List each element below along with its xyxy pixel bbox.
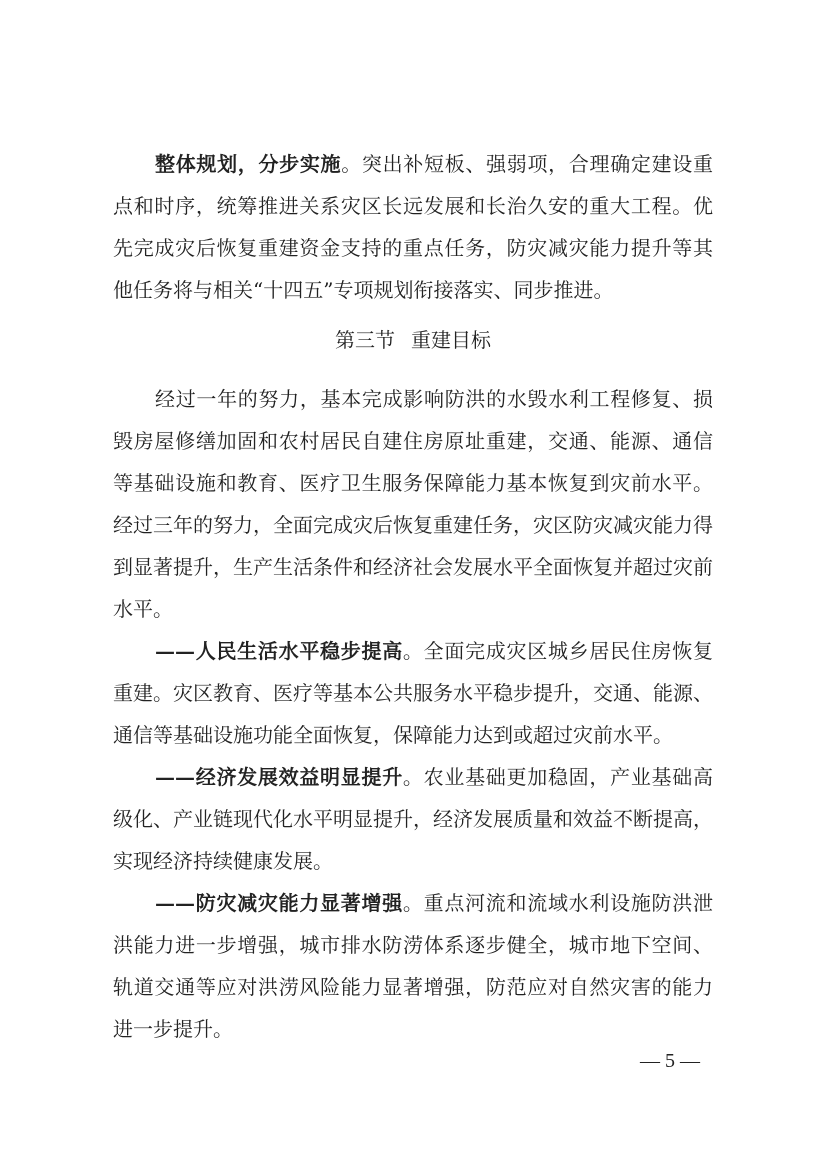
text-line xyxy=(113,882,713,924)
body-text: 洪能力进一步增强，城市排水防涝体系逐步健全，城市地下空间、 xyxy=(113,933,713,957)
paragraph xyxy=(113,756,713,882)
body-text: 先完成灾后恢复重建资金支持的重点任务，防灾减灾能力提升等其 xyxy=(113,236,713,260)
text-line xyxy=(113,924,713,966)
body-text: 点和时序，统筹推进关系灾区长远发展和长治久安的重大工程。优 xyxy=(113,194,713,218)
text-line xyxy=(113,143,713,185)
body-text: 等基础设施和教育、医疗卫生服务保障能力基本恢复到灾前水平。 xyxy=(113,471,713,495)
section-heading-number: 第三节 xyxy=(335,328,395,352)
body-text: 。重点河流和流域水利设施防洪泄 xyxy=(402,891,714,915)
body-text: 毁房屋修缮加固和农村居民自建住房原址重建，交通、能源、通信 xyxy=(113,429,713,453)
text-line xyxy=(113,1008,713,1050)
bold-lead-text: ——人民生活水平稳步提高 xyxy=(155,639,403,663)
paragraph xyxy=(113,143,713,311)
body-text: 实现经济持续健康发展。 xyxy=(113,849,333,873)
text-line xyxy=(113,588,713,630)
text-line xyxy=(113,714,713,756)
bold-lead-text: ——防灾减灾能力显著增强 xyxy=(155,891,403,915)
body-text: 。农业基础更加稳固，产业基础高 xyxy=(402,765,714,789)
text-line xyxy=(113,269,713,311)
paragraph xyxy=(113,630,713,756)
body-text: 通信等基础设施功能全面恢复，保障能力达到或超过灾前水平。 xyxy=(113,723,673,747)
bold-lead-text: ——经济发展效益明显提升 xyxy=(155,765,403,789)
bold-lead-text: 整体规划，分步实施 xyxy=(155,152,342,176)
text-line xyxy=(113,185,713,227)
body-text: 到显著提升，生产生活条件和经济社会发展水平全面恢复并超过灾前 xyxy=(113,555,713,579)
section-heading xyxy=(113,319,713,361)
paragraph xyxy=(113,882,713,1050)
page-number: — 5 — xyxy=(640,1050,700,1072)
body-text: 经过三年的努力，全面完成灾后恢复重建任务，灾区防灾减灾能力得 xyxy=(113,513,713,537)
document-body xyxy=(113,143,713,1050)
section-heading-title: 重建目标 xyxy=(411,328,491,352)
text-line xyxy=(113,630,713,672)
text-line xyxy=(113,378,713,420)
body-text: 他任务将与相关“十四五”专项规划衔接落实、同步推进。 xyxy=(113,278,614,302)
text-line xyxy=(113,756,713,798)
paragraph xyxy=(113,378,713,630)
body-text: 。全面完成灾区城乡居民住房恢复 xyxy=(402,639,714,663)
body-text: 重建。灾区教育、医疗等基本公共服务水平稳步提升，交通、能源、 xyxy=(113,681,713,705)
text-line xyxy=(113,227,713,269)
text-line xyxy=(113,966,713,1008)
body-text: 水平。 xyxy=(113,597,173,621)
body-text: 进一步提升。 xyxy=(113,1017,233,1041)
body-text: 。突出补短板、强弱项，合理确定建设重 xyxy=(341,152,714,176)
body-text: 轨道交通等应对洪涝风险能力显著增强，防范应对自然灾害的能力 xyxy=(113,975,713,999)
body-text: 经过一年的努力，基本完成影响防洪的水毁水利工程修复、损 xyxy=(155,387,713,411)
body-text: 级化、产业链现代化水平明显提升，经济发展质量和效益不断提高， xyxy=(113,807,713,831)
text-line xyxy=(113,420,713,462)
text-line xyxy=(113,462,713,504)
text-line xyxy=(113,840,713,882)
text-line xyxy=(113,672,713,714)
text-line xyxy=(113,798,713,840)
text-line xyxy=(113,504,713,546)
text-line xyxy=(113,546,713,588)
